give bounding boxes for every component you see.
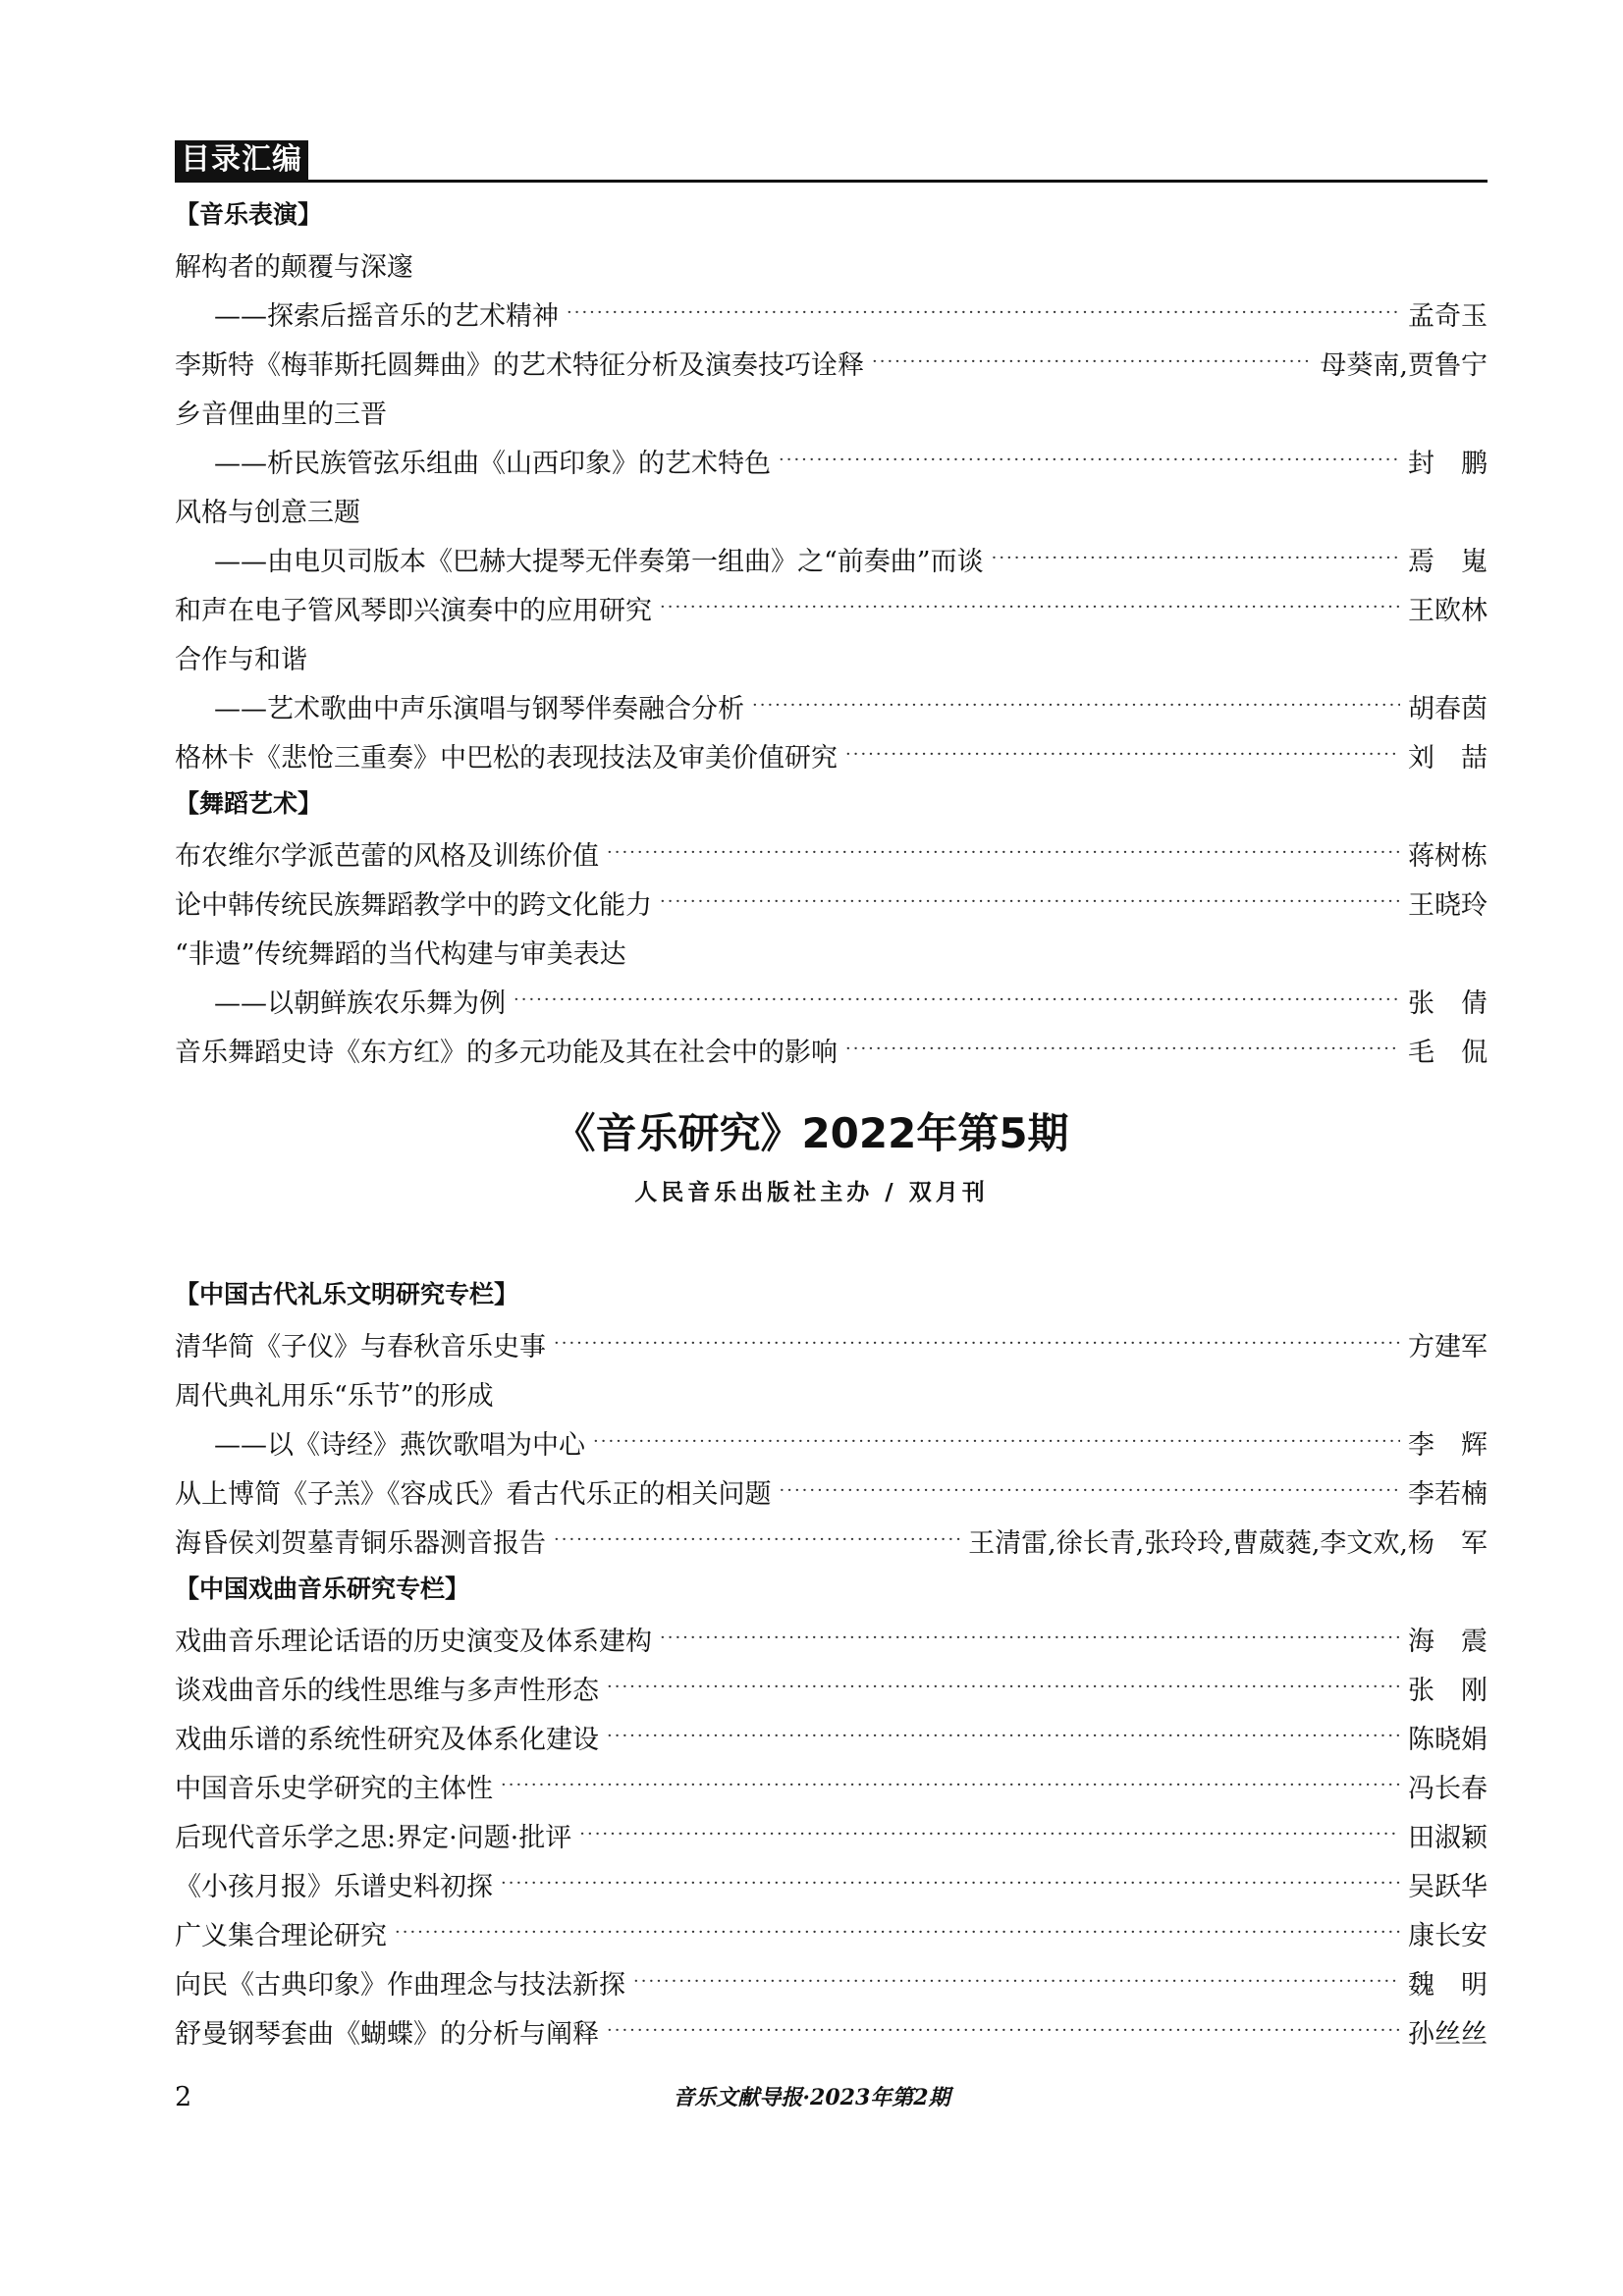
toc-entry xyxy=(214,289,1488,338)
section-heading: 【中国古代礼乐文明研究专栏】 xyxy=(175,1280,519,1308)
leader-dots xyxy=(567,289,1400,338)
entry-author: 王清雷,徐长青,张玲玲,曹葳蕤,李文欢,杨 军 xyxy=(968,1527,1488,1559)
leader-dots xyxy=(845,730,1400,779)
leader-dots xyxy=(845,1025,1400,1074)
entry-author: 母葵南,贾鲁宁 xyxy=(1320,349,1488,381)
entry-author: 吴跃华 xyxy=(1408,1871,1488,1902)
entry-title: “非遗”传统舞蹈的当代构建与审美表达 xyxy=(175,938,626,970)
entry-subtitle: ——以《诗经》燕饮歌唱为中心 xyxy=(214,1429,585,1461)
entry-author: 封 鹏 xyxy=(1408,448,1488,479)
toc-entry xyxy=(175,927,1488,976)
entry-title: 谈戏曲音乐的线性思维与多声性形态 xyxy=(175,1675,599,1706)
toc-entry xyxy=(214,681,1488,730)
entry-subtitle: ——探索后摇音乐的艺术精神 xyxy=(214,300,559,332)
toc-entry xyxy=(175,1025,1488,1074)
leader-dots xyxy=(780,1467,1401,1516)
entry-subtitle: ——由电贝司版本《巴赫大提琴无伴奏第一组曲》之“前奏曲”而谈 xyxy=(214,546,984,577)
entry-title: 戏曲音乐理论话语的历史演变及体系建构 xyxy=(175,1626,652,1657)
journal-title: 《音乐研究》2022年第5期 xyxy=(554,1109,1069,1157)
entry-title: 格林卡《悲怆三重奏》中巴松的表现技法及审美价值研究 xyxy=(175,742,838,774)
toc-entry xyxy=(175,1663,1488,1712)
entry-title: 清华简《子仪》与春秋音乐史事 xyxy=(175,1331,546,1362)
entry-author: 冯长春 xyxy=(1408,1773,1488,1804)
entry-title: 合作与和谐 xyxy=(175,644,307,675)
entry-title: 李斯特《梅菲斯托圆舞曲》的艺术特征分析及演奏技巧诠释 xyxy=(175,349,864,381)
entry-author: 张 倩 xyxy=(1408,988,1488,1019)
leader-dots xyxy=(607,1712,1400,1761)
entry-title: 中国音乐史学研究的主体性 xyxy=(175,1773,493,1804)
leader-dots xyxy=(607,1663,1400,1712)
toc-entry xyxy=(175,1319,1488,1368)
entry-title: 舒曼钢琴套曲《蝴蝶》的分析与阐释 xyxy=(175,2018,599,2050)
toc-entry xyxy=(175,730,1488,779)
leader-dots xyxy=(992,534,1400,583)
toc-entry xyxy=(175,1712,1488,1761)
entry-author: 王晓玲 xyxy=(1408,889,1488,921)
entry-title: 风格与创意三题 xyxy=(175,497,360,528)
leader-dots xyxy=(607,2006,1400,2056)
leader-dots xyxy=(579,1810,1400,1859)
section-heading: 【舞蹈艺术】 xyxy=(175,789,323,818)
entry-title: 后现代音乐学之思:界定·问题·批评 xyxy=(175,1822,572,1853)
toc-entry xyxy=(214,976,1488,1025)
entry-subtitle: ——以朝鲜族农乐舞为例 xyxy=(214,988,506,1019)
toc-entry xyxy=(175,387,1488,436)
leader-dots xyxy=(501,1859,1400,1908)
entry-author: 李若楠 xyxy=(1408,1478,1488,1510)
entry-title: 向民《古典印象》作曲理念与技法新探 xyxy=(175,1969,625,2001)
entry-subtitle: ——析民族管弦乐组曲《山西印象》的艺术特色 xyxy=(214,448,771,479)
leader-dots xyxy=(752,681,1400,730)
entry-title: 从上博简《子羔》《容成氏》看古代乐正的相关问题 xyxy=(175,1478,772,1510)
entry-author: 蒋树栋 xyxy=(1408,840,1488,872)
entry-title: 和声在电子管风琴即兴演奏中的应用研究 xyxy=(175,595,652,626)
entry-title: 解构者的颠覆与深邃 xyxy=(175,251,413,283)
leader-dots xyxy=(501,1761,1400,1810)
entry-title: 乡音俚曲里的三晋 xyxy=(175,399,387,430)
entry-author: 李 辉 xyxy=(1408,1429,1488,1461)
entry-author: 康长安 xyxy=(1408,1920,1488,1951)
entry-author: 海 震 xyxy=(1408,1626,1488,1657)
entry-author: 王欧林 xyxy=(1408,595,1488,626)
toc-entry xyxy=(175,1761,1488,1810)
toc-entry xyxy=(175,1810,1488,1859)
journal-subtitle: 人民音乐出版社主办 / 双月刊 xyxy=(634,1179,989,1205)
leader-dots xyxy=(660,878,1400,927)
section-heading: 【中国戏曲音乐研究专栏】 xyxy=(175,1575,470,1603)
leader-dots xyxy=(514,976,1400,1025)
page-number: 2 xyxy=(175,2082,192,2112)
entry-title: 布农维尔学派芭蕾的风格及训练价值 xyxy=(175,840,599,872)
entry-author: 毛 侃 xyxy=(1408,1037,1488,1068)
toc-entry xyxy=(175,240,1488,289)
header-rule xyxy=(175,180,1488,183)
toc-entry xyxy=(175,338,1488,387)
entry-author: 张 刚 xyxy=(1408,1675,1488,1706)
toc-entry xyxy=(214,534,1488,583)
toc-entry xyxy=(175,1467,1488,1516)
entry-title: 海昏侯刘贺墓青铜乐器测音报告 xyxy=(175,1527,546,1559)
entry-author: 陈晓娟 xyxy=(1408,1724,1488,1755)
entry-title: 戏曲乐谱的系统性研究及体系化建设 xyxy=(175,1724,599,1755)
toc-entry xyxy=(175,2006,1488,2056)
entry-title: 音乐舞蹈史诗《东方红》的多元功能及其在社会中的影响 xyxy=(175,1037,838,1068)
toc-entry xyxy=(214,436,1488,485)
entry-title: 广义集合理论研究 xyxy=(175,1920,387,1951)
leader-dots xyxy=(593,1417,1400,1467)
leader-dots xyxy=(872,338,1312,387)
entry-author: 孙丝丝 xyxy=(1408,2018,1488,2050)
entry-author: 孟奇玉 xyxy=(1408,300,1488,332)
toc-entry xyxy=(175,1908,1488,1957)
entry-subtitle: ——艺术歌曲中声乐演唱与钢琴伴奏融合分析 xyxy=(214,693,744,724)
entry-title: 《小孩月报》乐谱史料初探 xyxy=(175,1871,493,1902)
entry-author: 焉 嵬 xyxy=(1408,546,1488,577)
leader-dots xyxy=(607,828,1400,878)
section-header-tag: 目录汇编 xyxy=(175,140,308,180)
leader-dots xyxy=(779,436,1400,485)
toc-entry xyxy=(175,1516,1488,1565)
entry-author: 刘 喆 xyxy=(1408,742,1488,774)
entry-author: 方建军 xyxy=(1408,1331,1488,1362)
toc-entry xyxy=(175,878,1488,927)
leader-dots xyxy=(554,1516,960,1565)
toc-entry xyxy=(175,1957,1488,2006)
toc-entry xyxy=(175,828,1488,878)
toc-entry xyxy=(214,1417,1488,1467)
toc-entry xyxy=(175,485,1488,534)
toc-entry xyxy=(175,632,1488,681)
toc-entry xyxy=(175,1614,1488,1663)
entry-author: 魏 明 xyxy=(1408,1969,1488,2001)
toc-entry xyxy=(175,1859,1488,1908)
entry-author: 田淑颖 xyxy=(1408,1822,1488,1853)
entry-author: 胡春茵 xyxy=(1408,693,1488,724)
section-heading: 【音乐表演】 xyxy=(175,200,323,229)
toc-entry xyxy=(175,583,1488,632)
leader-dots xyxy=(660,583,1400,632)
leader-dots xyxy=(554,1319,1400,1368)
toc-entry xyxy=(175,1368,1488,1417)
entry-title: 周代典礼用乐“乐节”的形成 xyxy=(175,1380,494,1412)
leader-dots xyxy=(395,1908,1400,1957)
footer-journal-info: 音乐文献导报·2023年第2期 xyxy=(673,2085,950,2110)
leader-dots xyxy=(633,1957,1400,2006)
entry-title: 论中韩传统民族舞蹈教学中的跨文化能力 xyxy=(175,889,652,921)
leader-dots xyxy=(660,1614,1400,1663)
